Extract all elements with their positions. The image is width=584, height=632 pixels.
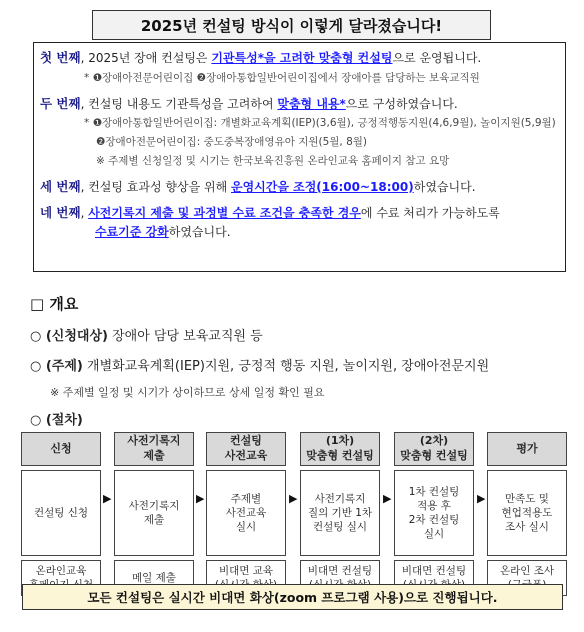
step-pre-education xyxy=(206,432,286,577)
notice-item-2 xyxy=(40,95,557,114)
step-head: 신청 xyxy=(21,432,101,466)
item-lead: 두 번째 xyxy=(40,95,81,111)
item-text: , xyxy=(80,206,89,221)
process-label: ○ (절차) xyxy=(30,413,83,428)
step-apply xyxy=(21,432,101,577)
item-text: 하였습니다. xyxy=(168,225,231,239)
footer-notice: 모든 컨설팅은 실시간 비대면 화상(zoom 프로그램 사용)으로 진행됩니다. xyxy=(22,584,563,610)
notice-item-1 xyxy=(40,49,557,68)
target-text: 장애아 담당 보육교직원 등 xyxy=(107,329,263,344)
item-highlight: 기관특성*을 고려한 맞춤형 컨설팅 xyxy=(211,51,393,65)
target-line xyxy=(30,325,570,344)
arrow-icon: ▶ xyxy=(383,492,392,505)
step-head: 평가 xyxy=(487,432,567,466)
step-method: 메일 제출 xyxy=(114,560,194,596)
item-highlight: 맞춤형 내용* xyxy=(277,96,346,111)
topic-line xyxy=(30,355,570,374)
step-head: (1차) 맞춤형 컨설팅 xyxy=(300,432,380,466)
step-evaluation xyxy=(487,432,567,577)
notice-item-3 xyxy=(40,178,557,197)
step-method: 비대면 교육 xyxy=(206,560,286,596)
notice-item-4 xyxy=(40,204,557,223)
step-head: (2차) 맞춤형 컨설팅 xyxy=(394,432,474,466)
item-text: , 2025년 장애 컨설팅은 xyxy=(80,51,212,65)
topic-note: ※ 주제별 일정 및 시기가 상이하므로 상세 일정 확인 필요 xyxy=(50,386,325,399)
step-method: 비대면 컨설팅 xyxy=(300,560,380,596)
step-head: 컨설팅 사전교육 xyxy=(206,432,286,466)
item-text: 으로 구성하였습니다. xyxy=(345,96,458,111)
step-method: 온라인 조사 xyxy=(487,560,567,596)
notice-item-2-sub3: ※ 주제별 신청일정 및 시기는 한국보육진흥원 온라인교육 홈페이지 참고 요망 xyxy=(96,154,450,167)
item-lead: 네 번째 xyxy=(40,205,81,221)
step-consulting-1 xyxy=(300,432,380,577)
section-heading: □ 개요 xyxy=(30,295,79,313)
item-text: 에 수료 처리가 가능하도록 xyxy=(360,206,500,221)
item-text: , 컨설팅 효과성 향상을 위해 xyxy=(80,179,231,194)
item-highlight: 사전기록지 제출 및 과정별 수료 조건을 충족한 경우 xyxy=(88,206,361,221)
step-desc: 1차 컨설팅 적용 후 2차 컨설팅 실시 xyxy=(394,470,474,556)
topic-label: ○ (주제) xyxy=(30,359,83,374)
step-record xyxy=(114,432,194,584)
notice-item-1-sub: * ❶장애아전문어린이집 ❷장애아통합일반어린이집에서 장애아를 담당하는 보육교직원 xyxy=(84,71,480,84)
step-method: 비대면 컨설팅 xyxy=(394,560,474,596)
target-label: ○ (신청대상) xyxy=(30,329,108,344)
item-highlight: 수료기준 강화 xyxy=(95,225,169,239)
notice-item-2-sub2: ❷장애아전문어린이집: 중도중복장애영유아 지원(5월, 8월) xyxy=(96,136,368,148)
overview-section xyxy=(30,293,570,428)
step-desc: 사전기록지 제출 xyxy=(114,470,194,556)
topic-text: 개별화교육계획(IEP)지원, 긍정적 행동 지원, 놀이지원, 장애아전문지원 xyxy=(82,359,490,374)
arrow-icon: ▶ xyxy=(289,492,298,505)
item-text: 으로 운영됩니다. xyxy=(392,51,482,65)
arrow-icon: ▶ xyxy=(477,492,486,505)
step-desc: 주제별 사전교육 실시 xyxy=(206,470,286,556)
process-line xyxy=(30,409,570,428)
step-method: 온라인교육 xyxy=(21,560,101,596)
item-lead: 세 번째 xyxy=(40,178,81,194)
step-desc: 만족도 및 현업적용도 조사 실시 xyxy=(487,470,567,556)
notice-box xyxy=(33,42,566,272)
step-desc: 사전기록지 질의 기반 1차 컨설팅 실시 xyxy=(300,470,380,556)
item-text: 하였습니다. xyxy=(413,179,476,194)
item-highlight: 운영시간을 조정(16:00~18:00) xyxy=(230,179,414,194)
arrow-icon: ▶ xyxy=(103,492,112,505)
item-lead: 첫 번째 xyxy=(40,50,81,65)
process-flow xyxy=(21,432,567,584)
step-consulting-2 xyxy=(394,432,474,577)
page-title: 2025년 컨설팅 방식이 이렇게 달라졌습니다! xyxy=(92,10,491,40)
step-head: 사전기록지 제출 xyxy=(114,432,194,466)
notice-item-4-cont xyxy=(40,223,557,241)
arrow-icon: ▶ xyxy=(196,492,205,505)
item-text: , 컨설팅 내용도 기관특성을 고려하여 xyxy=(80,96,278,111)
notice-item-2-sub1: * ❶장애아통합일반어린이집: 개별화교육계획(IEP)(3,6월), 긍정적행동지원(4,6,9월), 놀이지원(5,9월) xyxy=(84,117,556,130)
step-desc: 컨설팅 신청 xyxy=(21,470,101,556)
